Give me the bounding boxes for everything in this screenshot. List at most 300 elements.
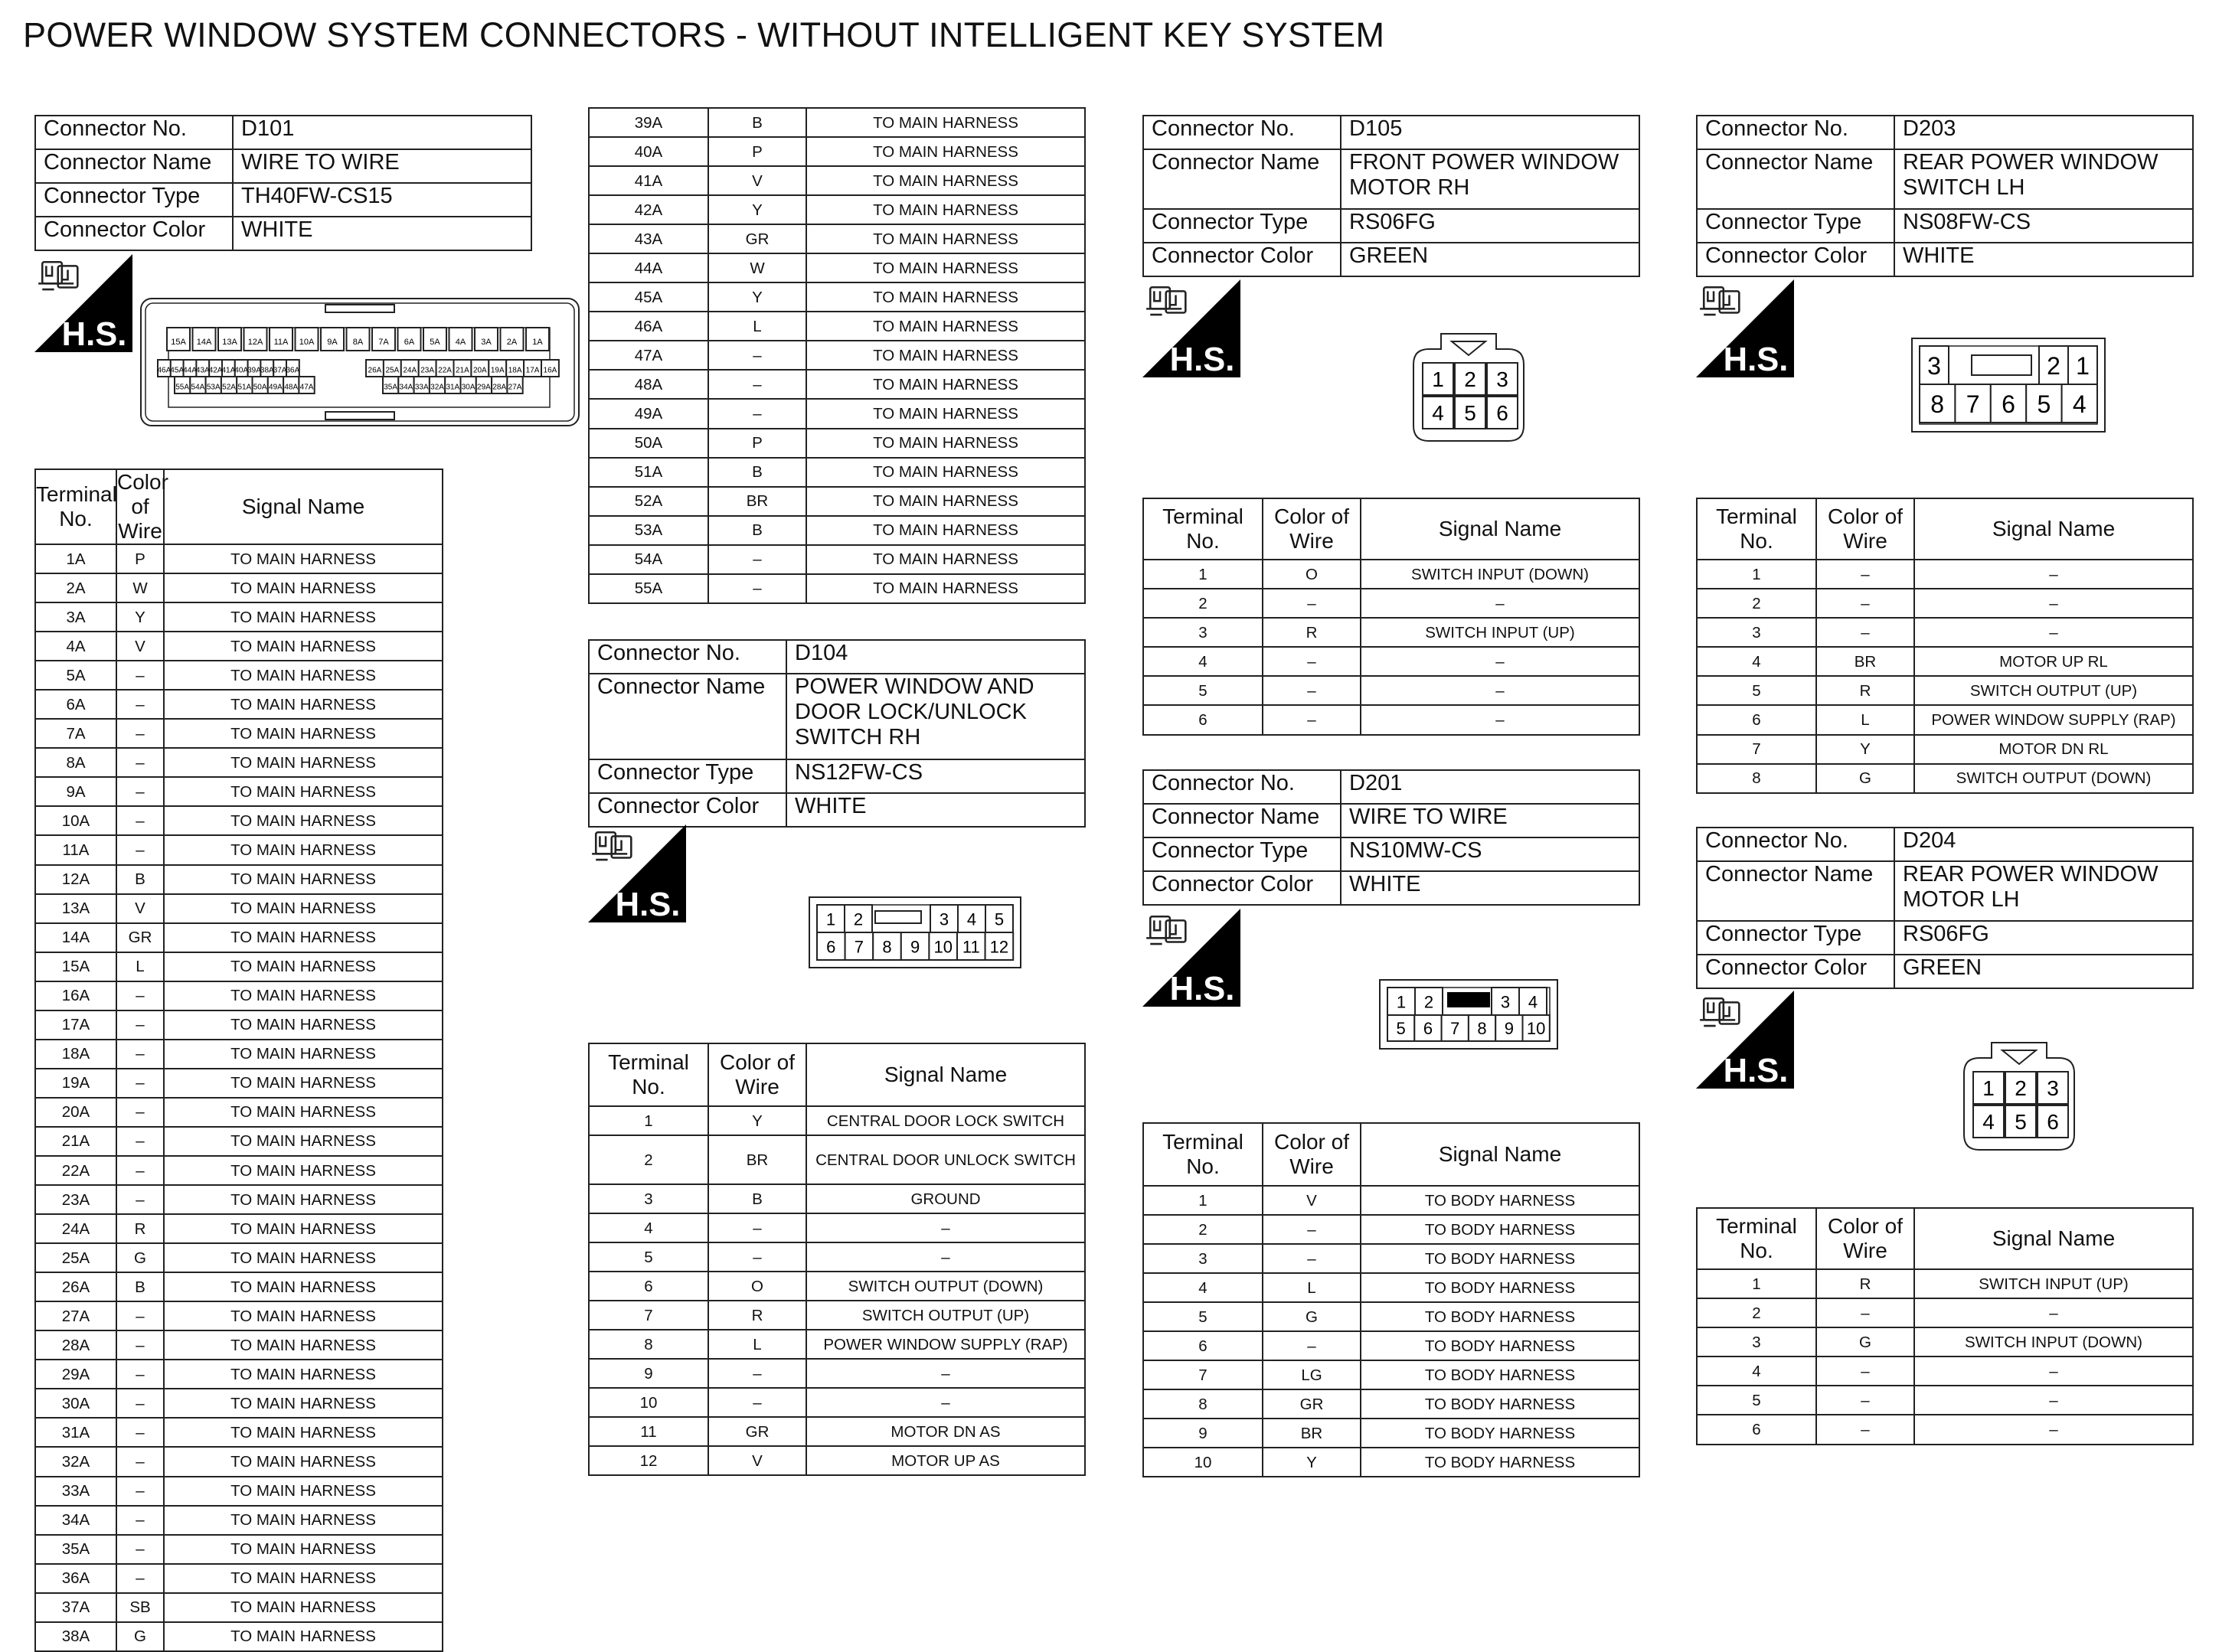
terminal-no: 47A [589, 341, 708, 370]
signal-name: – [806, 1359, 1085, 1388]
table-row [1697, 1386, 2193, 1415]
signal-name: TO BODY HARNESS [1361, 1448, 1639, 1477]
terminal-no: 46A [589, 312, 708, 341]
table-row [35, 777, 443, 806]
d101-name: WIRE TO WIRE [233, 149, 531, 183]
header-signal-name: Signal Name [1914, 498, 2193, 560]
signal-name: – [1914, 1415, 2193, 1444]
terminal-no: 10 [1143, 1448, 1263, 1477]
table-row [589, 1242, 1085, 1272]
header-signal-name: Signal Name [164, 469, 443, 544]
hs-icon [588, 824, 686, 922]
wire-color: – [116, 1127, 164, 1156]
table-row [589, 1301, 1085, 1330]
pin-label: 1 [2076, 352, 2090, 380]
pin-label: 5 [2037, 390, 2051, 418]
wire-color: R [708, 1301, 806, 1330]
signal-name: TO BODY HARNESS [1361, 1215, 1639, 1244]
pin-label: 24A [403, 366, 417, 375]
table-row [589, 370, 1085, 399]
table-row [589, 1388, 1085, 1417]
label-connector-no: Connector No. [1143, 116, 1341, 149]
pin-label: 35A [384, 383, 398, 392]
table-row [1143, 1389, 1639, 1419]
signal-name: TO MAIN HARNESS [164, 1535, 443, 1564]
signal-name: – [806, 1242, 1085, 1272]
terminal-no: 11A [35, 835, 116, 864]
pin-label: 22A [438, 366, 452, 375]
signal-name: TO MAIN HARNESS [806, 282, 1085, 312]
table-row [35, 719, 443, 748]
table-row [1697, 1269, 2193, 1298]
terminal-no: 1 [589, 1106, 708, 1135]
d204-info-table [1696, 827, 2194, 989]
wire-color: P [116, 544, 164, 573]
signal-name: – [1914, 618, 2193, 647]
header-signal-name: Signal Name [1914, 1208, 2193, 1269]
terminal-no: 1 [1697, 1269, 1816, 1298]
wire-color: B [708, 1184, 806, 1213]
signal-name: TO MAIN HARNESS [164, 1098, 443, 1127]
terminal-no: 25A [35, 1243, 116, 1272]
signal-name: TO MAIN HARNESS [806, 545, 1085, 574]
wire-color: – [1263, 705, 1361, 734]
table-row [35, 1301, 443, 1330]
pin-label: 46A [157, 366, 172, 375]
signal-name: TO MAIN HARNESS [806, 195, 1085, 224]
label-connector-name: Connector Name [1697, 149, 1894, 209]
header-terminal-no: Terminal No. [589, 1043, 708, 1106]
terminal-no: 39A [589, 108, 708, 137]
hs-icon [34, 254, 132, 352]
wire-color: BR [1816, 647, 1914, 676]
terminal-no: 13A [35, 894, 116, 923]
table-row [1143, 1331, 1639, 1360]
wire-color: – [1816, 618, 1914, 647]
table-row [1143, 1244, 1639, 1273]
signal-name: MOTOR DN AS [806, 1417, 1085, 1446]
pin-label: 53A [206, 383, 221, 392]
terminal-no: 6A [35, 690, 116, 719]
pin-label: 16A [543, 366, 557, 375]
table-row [589, 516, 1085, 545]
wire-color: R [116, 1214, 164, 1243]
signal-name: TO MAIN HARNESS [164, 1330, 443, 1360]
label-connector-type: Connector Type [35, 183, 233, 217]
signal-name: TO MAIN HARNESS [806, 370, 1085, 399]
wire-color: L [1816, 705, 1914, 734]
d201-color: WHITE [1341, 871, 1639, 905]
terminal-no: 12A [35, 865, 116, 894]
terminal-no: 34A [35, 1506, 116, 1535]
pin-label: 5 [1464, 401, 1476, 426]
wire-color: R [1816, 676, 1914, 705]
table-row [35, 1564, 443, 1593]
signal-name: – [1914, 1357, 2193, 1386]
pin-label: 55A [175, 383, 190, 392]
pin-label: 15A [171, 338, 186, 348]
table-row [1697, 618, 2193, 647]
terminal-no: 6 [1697, 1415, 1816, 1444]
signal-name: TO MAIN HARNESS [164, 923, 443, 952]
terminal-no: 45A [589, 282, 708, 312]
wire-color: Y [1816, 735, 1914, 764]
signal-name: TO MAIN HARNESS [164, 748, 443, 777]
pin-label: 27A [508, 383, 522, 392]
pin-label: 25A [385, 366, 400, 375]
header-color-of-wire: Color of Wire [708, 1043, 806, 1106]
pin-label: 11A [273, 338, 289, 348]
wire-color: – [708, 341, 806, 370]
terminal-no: 5 [1143, 676, 1263, 705]
terminal-no: 40A [589, 137, 708, 166]
terminal-no: 1 [1143, 560, 1263, 589]
pin-label: 6 [2047, 1110, 2059, 1135]
label-connector-name: Connector Name [1697, 861, 1894, 921]
wire-color: LG [1263, 1360, 1361, 1389]
table-row [35, 661, 443, 690]
table-row [35, 1506, 443, 1535]
wire-color: – [116, 1506, 164, 1535]
pin-label: 12A [247, 338, 263, 348]
wire-color: P [708, 137, 806, 166]
table-row [35, 923, 443, 952]
terminal-no: 6 [1143, 1331, 1263, 1360]
d203-connector-face [1910, 337, 2106, 437]
wire-color: B [116, 865, 164, 894]
signal-name: TO BODY HARNESS [1361, 1244, 1639, 1273]
wire-color: – [708, 1359, 806, 1388]
d104-no: D104 [786, 640, 1085, 674]
wire-color: – [116, 1301, 164, 1330]
pin-label: 1 [1432, 367, 1444, 392]
terminal-no: 42A [589, 195, 708, 224]
terminal-no: 28A [35, 1330, 116, 1360]
signal-name: TO MAIN HARNESS [164, 1040, 443, 1069]
wire-color: – [1263, 676, 1361, 705]
pin-label: 34A [399, 383, 413, 392]
terminal-no: 23A [35, 1185, 116, 1214]
terminal-no: 7 [1697, 735, 1816, 764]
table-row [35, 894, 443, 923]
d201-name: WIRE TO WIRE [1341, 804, 1639, 837]
pin-label: 2 [1423, 992, 1434, 1012]
label-connector-color: Connector Color [589, 793, 786, 827]
pin-label: 5 [1396, 1019, 1406, 1039]
wire-color: B [708, 108, 806, 137]
table-row [35, 952, 443, 981]
terminal-no: 41A [589, 166, 708, 195]
signal-name: TO MAIN HARNESS [164, 1010, 443, 1040]
pin-label: 39A [247, 366, 261, 375]
wire-color: B [708, 458, 806, 487]
wire-color: Y [708, 282, 806, 312]
table-row [35, 981, 443, 1010]
signal-name: TO MAIN HARNESS [164, 719, 443, 748]
wire-color: GR [116, 923, 164, 952]
table-row [589, 1272, 1085, 1301]
signal-name: TO MAIN HARNESS [164, 1418, 443, 1447]
terminal-no: 2 [1143, 1215, 1263, 1244]
table-row [1697, 1415, 2193, 1444]
signal-name: TO MAIN HARNESS [164, 1301, 443, 1330]
terminal-no: 29A [35, 1360, 116, 1389]
wire-color: B [708, 516, 806, 545]
terminal-no: 32A [35, 1447, 116, 1476]
d104-color: WHITE [786, 793, 1085, 827]
wire-color: – [1263, 647, 1361, 676]
pin-label: 8 [1477, 1019, 1487, 1039]
header-color-of-wire: Color of Wire [1816, 1208, 1914, 1269]
signal-name: SWITCH INPUT (DOWN) [1361, 560, 1639, 589]
pin-label: 45A [170, 366, 185, 375]
terminal-no: 2 [589, 1135, 708, 1184]
wire-color: – [116, 748, 164, 777]
table-row [589, 545, 1085, 574]
pin-label: 7A [378, 338, 389, 348]
signal-name: MOTOR DN RL [1914, 735, 2193, 764]
signal-name: SWITCH OUTPUT (UP) [806, 1301, 1085, 1330]
wire-color: – [116, 690, 164, 719]
terminal-no: 1A [35, 544, 116, 573]
d204-no: D204 [1894, 828, 2193, 861]
signal-name: – [1361, 676, 1639, 705]
signal-name: SWITCH OUTPUT (DOWN) [806, 1272, 1085, 1301]
signal-name: – [1914, 1386, 2193, 1415]
pin-label: 51A [237, 383, 252, 392]
signal-name: – [1914, 1298, 2193, 1327]
d101-terminal-table [34, 469, 443, 1652]
terminal-no: 53A [589, 516, 708, 545]
d201-type: NS10MW-CS [1341, 837, 1639, 871]
signal-name: TO MAIN HARNESS [164, 1389, 443, 1418]
wire-color: – [1816, 560, 1914, 589]
signal-name: TO MAIN HARNESS [164, 1447, 443, 1476]
pin-label: 7 [854, 937, 864, 957]
table-row [35, 1069, 443, 1098]
wire-color: R [1263, 618, 1361, 647]
table-row [1143, 1215, 1639, 1244]
pin-label: 49A [269, 383, 283, 392]
pin-label: 4 [1432, 401, 1444, 426]
terminal-no: 5 [1697, 676, 1816, 705]
wire-color: – [116, 1040, 164, 1069]
terminal-no: 7A [35, 719, 116, 748]
d203-type: NS08FW-CS [1894, 209, 2193, 243]
wire-color: SB [116, 1593, 164, 1622]
table-row [35, 690, 443, 719]
signal-name: – [1361, 705, 1639, 734]
header-signal-name: Signal Name [806, 1043, 1085, 1106]
table-row [589, 1184, 1085, 1213]
pin-label: 43A [195, 366, 210, 375]
terminal-no: 3 [1697, 1327, 1816, 1357]
terminal-no: 54A [589, 545, 708, 574]
wire-color: W [116, 573, 164, 602]
terminal-no: 9 [589, 1359, 708, 1388]
wire-color: – [116, 1185, 164, 1214]
signal-name: POWER WINDOW SUPPLY (RAP) [806, 1330, 1085, 1359]
signal-name: TO MAIN HARNESS [164, 1069, 443, 1098]
label-connector-no: Connector No. [589, 640, 786, 674]
header-terminal-no: Terminal No. [1697, 1208, 1816, 1269]
signal-name: SWITCH INPUT (UP) [1914, 1269, 2193, 1298]
signal-name: TO MAIN HARNESS [164, 1593, 443, 1622]
terminal-no: 22A [35, 1156, 116, 1185]
terminal-no: 38A [35, 1622, 116, 1651]
pin-label: 36A [286, 366, 300, 375]
label-connector-color: Connector Color [1143, 243, 1341, 276]
d204-name: REAR POWER WINDOW MOTOR LH [1894, 861, 2193, 921]
table-row [1697, 560, 2193, 589]
wire-color: V [708, 1446, 806, 1475]
wire-color: – [1816, 1386, 1914, 1415]
wire-color: W [708, 253, 806, 282]
wire-color: V [708, 166, 806, 195]
table-row [1697, 705, 2193, 734]
pin-label: 10 [933, 937, 953, 957]
wire-color: – [116, 719, 164, 748]
terminal-no: 6 [1143, 705, 1263, 734]
d105-no: D105 [1341, 116, 1639, 149]
pin-label: 2 [853, 909, 864, 929]
d101-terminal-table-continued [588, 107, 1086, 604]
table-row [589, 195, 1085, 224]
d204-connector-face [1956, 1040, 2082, 1157]
pin-label: 14A [196, 338, 212, 348]
pin-label: 3 [939, 909, 949, 929]
pin-label: 38A [260, 366, 274, 375]
pin-label: 29A [477, 383, 491, 392]
signal-name: TO MAIN HARNESS [164, 1272, 443, 1301]
wire-color: – [116, 1010, 164, 1040]
pin-label: 7 [1966, 390, 1980, 418]
label-connector-type: Connector Type [1143, 209, 1341, 243]
d105-color: GREEN [1341, 243, 1639, 276]
terminal-no: 3 [1143, 1244, 1263, 1273]
signal-name: TO MAIN HARNESS [164, 1477, 443, 1506]
terminal-no: 5 [1697, 1386, 1816, 1415]
signal-name: TO MAIN HARNESS [164, 661, 443, 690]
pin-label: 28A [492, 383, 507, 392]
label-connector-type: Connector Type [1697, 209, 1894, 243]
wire-color: L [708, 1330, 806, 1359]
d204-terminal-table [1696, 1207, 2194, 1445]
pin-label: 31A [446, 383, 460, 392]
pin-label: 4 [1982, 1110, 1995, 1135]
terminal-no: 7 [589, 1301, 708, 1330]
hs-icon [1142, 909, 1240, 1007]
terminal-no: 27A [35, 1301, 116, 1330]
terminal-no: 17A [35, 1010, 116, 1040]
signal-name: TO BODY HARNESS [1361, 1331, 1639, 1360]
d104-name: POWER WINDOW AND DOOR LOCK/UNLOCK SWITCH RH [786, 674, 1085, 759]
signal-name: TO MAIN HARNESS [806, 487, 1085, 516]
pin-label: 54A [191, 383, 205, 392]
pin-label: 2 [1464, 367, 1476, 392]
table-row [589, 312, 1085, 341]
terminal-no: 9A [35, 777, 116, 806]
signal-name: – [1914, 589, 2193, 618]
pin-label: 20A [472, 366, 487, 375]
label-connector-color: Connector Color [1697, 955, 1894, 988]
terminal-no: 20A [35, 1098, 116, 1127]
pin-label: 23A [420, 366, 435, 375]
d203-terminal-table [1696, 498, 2194, 794]
signal-name: – [1361, 589, 1639, 618]
table-row [35, 544, 443, 573]
signal-name: TO MAIN HARNESS [806, 312, 1085, 341]
terminal-no: 4A [35, 632, 116, 661]
wire-color: – [1816, 589, 1914, 618]
d105-type: RS06FG [1341, 209, 1639, 243]
table-row [1697, 1357, 2193, 1386]
wire-color: L [1263, 1273, 1361, 1302]
table-row [1143, 647, 1639, 676]
signal-name: SWITCH INPUT (UP) [1361, 618, 1639, 647]
terminal-no: 31A [35, 1418, 116, 1447]
signal-name: TO MAIN HARNESS [164, 690, 443, 719]
signal-name: MOTOR UP RL [1914, 647, 2193, 676]
wire-color: – [1263, 1331, 1361, 1360]
pin-label: 6A [404, 338, 415, 348]
pin-label: 6 [2002, 390, 2015, 418]
wire-color: Y [1263, 1448, 1361, 1477]
table-row [1143, 676, 1639, 705]
signal-name: TO MAIN HARNESS [164, 981, 443, 1010]
pin-label: 44A [183, 366, 197, 375]
table-row [589, 429, 1085, 458]
pin-label: 33A [414, 383, 429, 392]
table-row [1697, 1298, 2193, 1327]
signal-name: TO MAIN HARNESS [164, 777, 443, 806]
pin-label: 1 [825, 909, 836, 929]
terminal-no: 5 [589, 1242, 708, 1272]
wire-color: B [116, 1272, 164, 1301]
terminal-no: 21A [35, 1127, 116, 1156]
terminal-no: 10 [589, 1388, 708, 1417]
terminal-no: 37A [35, 1593, 116, 1622]
terminal-no: 3A [35, 602, 116, 632]
pin-label: 8 [882, 937, 892, 957]
signal-name: TO MAIN HARNESS [164, 1156, 443, 1185]
pin-label: 30A [461, 383, 475, 392]
table-row [1143, 1302, 1639, 1331]
terminal-no: 18A [35, 1040, 116, 1069]
signal-name: – [1914, 560, 2193, 589]
wire-color: – [116, 981, 164, 1010]
pin-label: 5 [2015, 1110, 2027, 1135]
hs-label: H.S. [1169, 341, 1235, 377]
d105-name: FRONT POWER WINDOW MOTOR RH [1341, 149, 1639, 209]
header-signal-name: Signal Name [1361, 498, 1639, 560]
terminal-no: 52A [589, 487, 708, 516]
terminal-no: 16A [35, 981, 116, 1010]
signal-name: – [806, 1388, 1085, 1417]
wire-color: – [708, 545, 806, 574]
table-row [35, 1330, 443, 1360]
signal-name: TO BODY HARNESS [1361, 1419, 1639, 1448]
pin-label: 6 [1496, 401, 1508, 426]
label-connector-type: Connector Type [589, 759, 786, 793]
header-terminal-no: Terminal No. [1697, 498, 1816, 560]
pin-label: 9 [910, 937, 920, 957]
table-row [35, 1447, 443, 1476]
wire-color: – [1816, 1357, 1914, 1386]
table-row [589, 458, 1085, 487]
signal-name: TO MAIN HARNESS [806, 253, 1085, 282]
wire-color: – [116, 1535, 164, 1564]
